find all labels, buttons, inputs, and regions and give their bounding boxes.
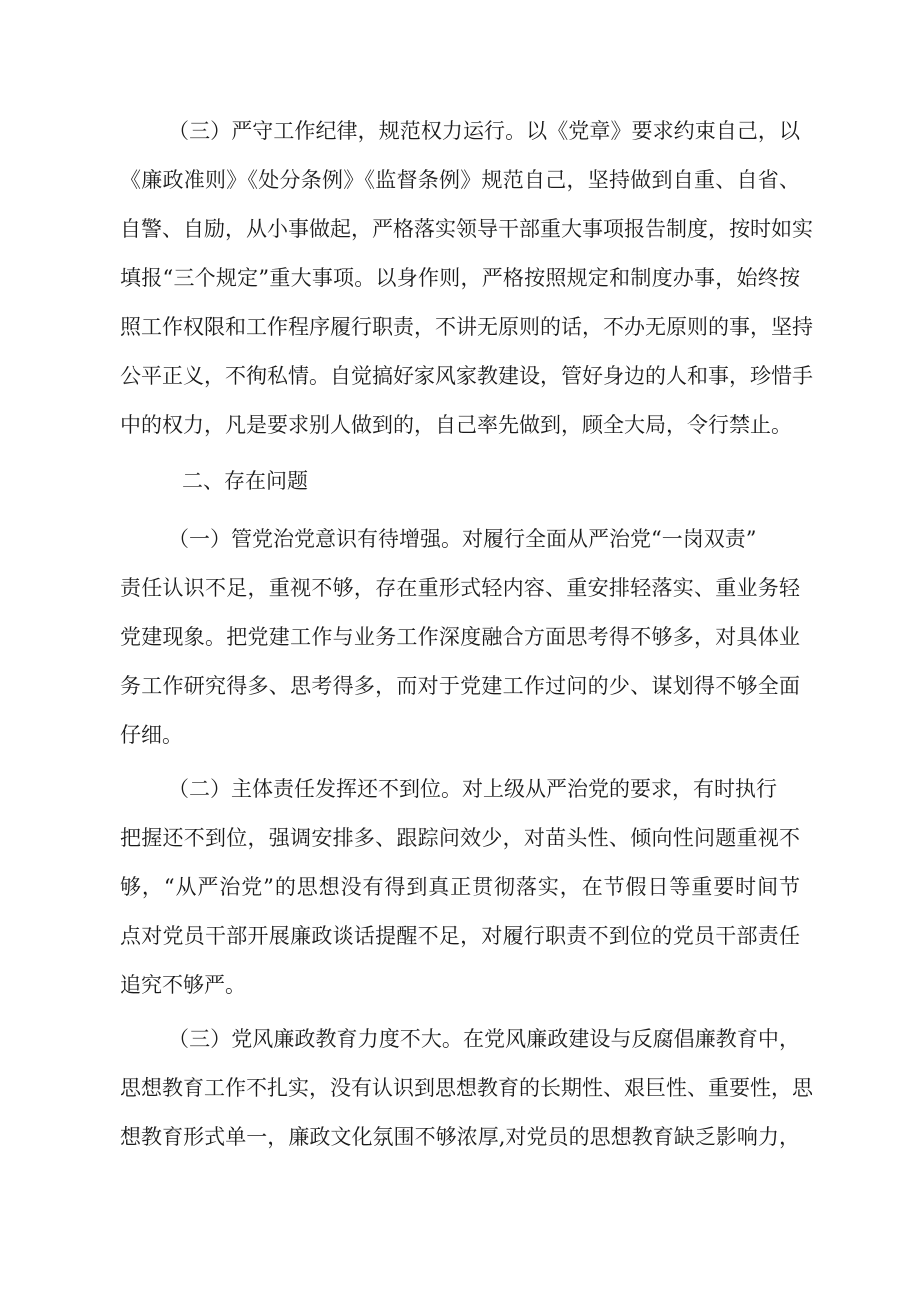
text-line: 填报“三个规定”重大事项。以身作则，严格按照规定和制度办事，始终按 bbox=[120, 266, 800, 290]
text-line: （一）管党治党意识有待增强。对履行全面从严治党“一岗双责” bbox=[168, 527, 757, 551]
text-line: 够，“从严治党”的思想没有得到真正贯彻落实，在节假日等重要时间节 bbox=[120, 875, 800, 899]
text-line: 责任认识不足，重视不够，存在重形式轻内容、重安排轻落实、重业务轻 bbox=[120, 576, 800, 600]
text-line: 点对党员干部开展廉政谈话提醒不足，对履行职责不到位的党员干部责任 bbox=[120, 924, 800, 948]
text-line: （三）党风廉政教育力度不大。在党风廉政建设与反腐倡廉教育中， bbox=[168, 1027, 800, 1051]
text-line: 思想教育工作不扎实，没有认识到思想教育的长期性、艰巨性、重要性，思 bbox=[120, 1076, 813, 1100]
text-line: 中的权力，凡是要求别人做到的，自己率先做到，顾全大局，令行禁止。 bbox=[120, 413, 792, 437]
text-line: 务工作研究得多、思考得多，而对于党建工作过问的少、谋划得不够全面 bbox=[120, 674, 800, 698]
text-line: 把握还不到位，强调安排多、跟踪问效少，对苗头性、倾向性问题重视不 bbox=[120, 826, 800, 850]
text-line: 想教育形式单一，廉政文化氛围不够浓厚,对党员的思想教育缺乏影响力， bbox=[120, 1125, 800, 1149]
text-line: 照工作权限和工作程序履行职责，不讲无原则的话，不办无原则的事，坚持 bbox=[120, 315, 813, 339]
text-line: 公平正义，不徇私情。自觉搞好家风家教建设，管好身边的人和事，珍惜手 bbox=[120, 364, 813, 388]
text-line: 党建现象。把党建工作与业务工作深度融合方面思考得不够多，对具体业 bbox=[120, 625, 800, 649]
text-line: （三）严守工作纪律，规范权力运行。以《党章》要求约束自己，以 bbox=[168, 119, 800, 143]
text-line: 《廉政准则》《处分条例》《监督条例》规范自己，坚持做到自重、自省、 bbox=[120, 168, 800, 192]
text-line: 仔细。 bbox=[120, 723, 183, 747]
text-line: 自警、自励，从小事做起，严格落实领导干部重大事项报告制度，按时如实 bbox=[120, 217, 813, 241]
section-heading: 二、存在问题 bbox=[182, 469, 308, 493]
text-line: 追究不够严。 bbox=[120, 973, 246, 997]
text-line: （二）主体责任发挥还不到位。对上级从严治党的要求，有时执行 bbox=[168, 777, 777, 801]
